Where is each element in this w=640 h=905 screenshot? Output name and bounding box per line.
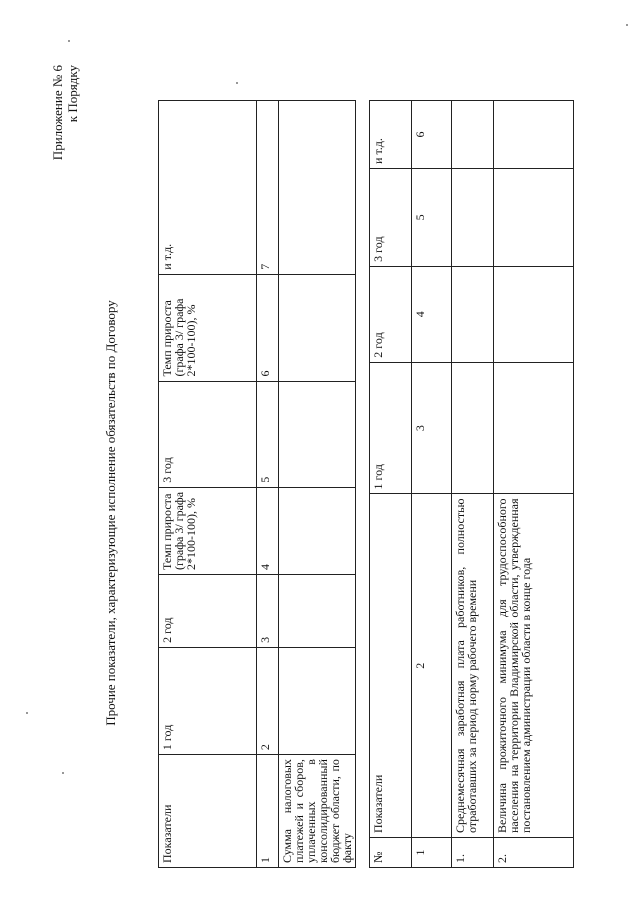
annex-header	[50, 65, 80, 205]
table-cell	[279, 647, 356, 754]
column-number: 2	[412, 494, 452, 838]
column-number: 7	[257, 101, 279, 275]
row-label: Среднемесячная заработная плата работников, полностью отработавших за период норму рабочего времени	[452, 494, 494, 838]
table-row	[279, 101, 356, 868]
table-cell	[452, 266, 494, 362]
column-number: 1	[257, 755, 279, 868]
column-number: 5	[412, 168, 452, 266]
header-cell: Показатели	[370, 494, 412, 838]
column-number: 6	[257, 274, 279, 381]
column-number: 4	[412, 266, 452, 362]
table-cell	[279, 575, 356, 648]
column-number: 4	[257, 487, 279, 574]
table-cell	[494, 168, 574, 266]
table-cell	[279, 381, 356, 487]
header-cell: 2 год	[370, 266, 412, 362]
column-number: 6	[412, 101, 452, 169]
row-label: Сумма налоговых платежей и сборов, уплаченных в консолидированный бюджет области, по факту	[279, 755, 356, 868]
indicators-table-1	[158, 100, 356, 868]
column-number: 3	[412, 362, 452, 494]
header-cell: Темп прироста (графа 3/ графа 2*100-100), %	[159, 487, 257, 574]
table-row	[452, 101, 494, 868]
column-number-row	[257, 101, 279, 868]
table-cell	[452, 362, 494, 494]
table-header-row	[159, 101, 257, 868]
header-cell: и т.д.	[370, 101, 412, 169]
annex-number: Приложение № 6	[50, 65, 65, 161]
document-title: Прочие показатели, характеризующие исполнение обязательств по Договору	[103, 300, 118, 726]
column-number: 3	[257, 575, 279, 648]
row-number: 1.	[452, 838, 494, 868]
table-cell	[279, 101, 356, 275]
header-cell: 1 год	[370, 362, 412, 494]
column-number: 1	[412, 838, 452, 868]
indicators-table-2	[369, 100, 574, 868]
header-cell: №	[370, 838, 412, 868]
table-cell	[452, 101, 494, 169]
annex-reference: к Порядку	[65, 65, 80, 123]
table-header-row	[370, 101, 412, 868]
header-cell: Темп прироста (графа 3/ графа 2*100-100), %	[159, 274, 257, 381]
row-label: Величина прожиточного минимума для трудоспособного населения на территории Владимирской области, утвержденная постановлением администрации области в конце года	[494, 494, 574, 838]
table-cell	[494, 101, 574, 169]
header-cell: 1 год	[159, 647, 257, 754]
table-cell	[279, 487, 356, 574]
header-cell: и т.д.	[159, 101, 257, 275]
column-number-row	[412, 101, 452, 868]
table-cell	[494, 266, 574, 362]
header-cell: 2 год	[159, 575, 257, 648]
column-number: 2	[257, 647, 279, 754]
header-cell: 3 год	[159, 381, 257, 487]
header-cell: Показатели	[159, 755, 257, 868]
table-cell	[494, 362, 574, 494]
table-cell	[279, 274, 356, 381]
column-number: 5	[257, 381, 279, 487]
row-number: 2.	[494, 838, 574, 868]
header-cell: 3 год	[370, 168, 412, 266]
table-cell	[452, 168, 494, 266]
table-row	[494, 101, 574, 868]
